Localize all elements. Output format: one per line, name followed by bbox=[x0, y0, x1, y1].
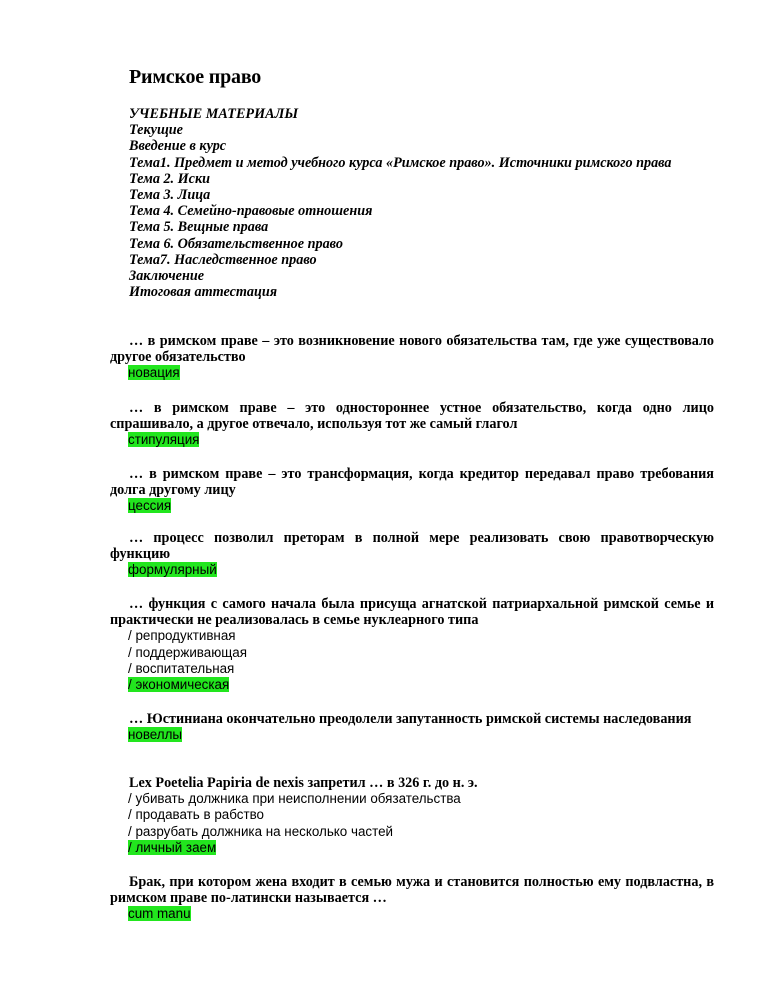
course-contents bbox=[110, 106, 714, 300]
toc-item: Тема1. Предмет и метод учебного курса «Римское право». Источники римского права bbox=[129, 154, 672, 171]
option: / убивать должника при неисполнении обязательства bbox=[128, 791, 461, 807]
question-block bbox=[110, 530, 714, 579]
answer-highlight: формулярный bbox=[128, 562, 217, 578]
toc-item: Тема 4. Семейно-правовые отношения bbox=[129, 203, 373, 220]
question-text: … в римском праве – это трансформация, когда кредитор передавал право требования долга другому лицу bbox=[110, 466, 714, 499]
toc-item: Тема 3. Лица bbox=[129, 187, 211, 204]
question-text: … в римском праве – это возникновение нового обязательства там, где уже существовало другое обязательство bbox=[110, 333, 714, 366]
question-block bbox=[110, 775, 714, 856]
question-block bbox=[110, 711, 714, 743]
question-text: Брак, при котором жена входит в семью мужа и становится полностью ему подвластна, в римском праве по-латински называется … bbox=[110, 874, 714, 907]
toc-item: Тема 6. Обязательственное право bbox=[129, 235, 343, 252]
answer-highlight: стипуляция bbox=[128, 432, 200, 448]
option: / репродуктивная bbox=[128, 628, 236, 644]
option: / поддерживающая bbox=[128, 644, 247, 660]
question-block bbox=[110, 596, 714, 693]
toc-item: Тема 5. Вещные права bbox=[129, 219, 269, 236]
option: / продавать в рабство bbox=[128, 807, 264, 823]
toc-item: Итоговая аттестация bbox=[129, 284, 278, 301]
question-text: … функция с самого начала была присуща агнатской патриархальной римской семье и практически не реализовалась в семье нуклеарного типа bbox=[110, 596, 714, 629]
answer-highlight: новеллы bbox=[128, 727, 183, 743]
answer-highlight: / экономическая bbox=[128, 677, 230, 693]
toc-item: Текущие bbox=[129, 122, 183, 139]
question-text: … процесс позволил преторам в полной мере реализовать свою правотворческую функцию bbox=[110, 530, 714, 563]
toc-heading: УЧЕБНЫЕ МАТЕРИАЛЫ bbox=[129, 106, 299, 122]
question-block bbox=[110, 466, 714, 515]
question-text: Lex Poetelia Papiria de nexis запретил … в 326 г. до н. э. bbox=[129, 775, 478, 791]
answer-highlight: / личный заем bbox=[128, 839, 217, 855]
answer-highlight: cum manu bbox=[128, 906, 191, 922]
answer-highlight: цессия bbox=[128, 498, 172, 514]
page-title: Римское право bbox=[129, 66, 262, 88]
question-block bbox=[110, 400, 714, 449]
toc-item: Тема7. Наследственное право bbox=[129, 251, 317, 268]
toc-item: Заключение bbox=[129, 268, 205, 285]
toc-item: Введение в курс bbox=[129, 138, 227, 155]
option: / разрубать должника на несколько частей bbox=[128, 823, 394, 839]
question-text: … Юстиниана окончательно преодолели запутанность римской системы наследования bbox=[129, 711, 692, 727]
option: / воспитательная bbox=[128, 660, 235, 676]
question-text: … в римском праве – это одностороннее устное обязательство, когда одно лицо спрашивало, а другое отвечало, используя тот же самый глагол bbox=[110, 400, 714, 433]
question-block bbox=[110, 333, 714, 382]
answer-highlight: новация bbox=[128, 365, 180, 381]
toc-item: Тема 2. Иски bbox=[129, 170, 211, 187]
question-block bbox=[110, 874, 714, 923]
